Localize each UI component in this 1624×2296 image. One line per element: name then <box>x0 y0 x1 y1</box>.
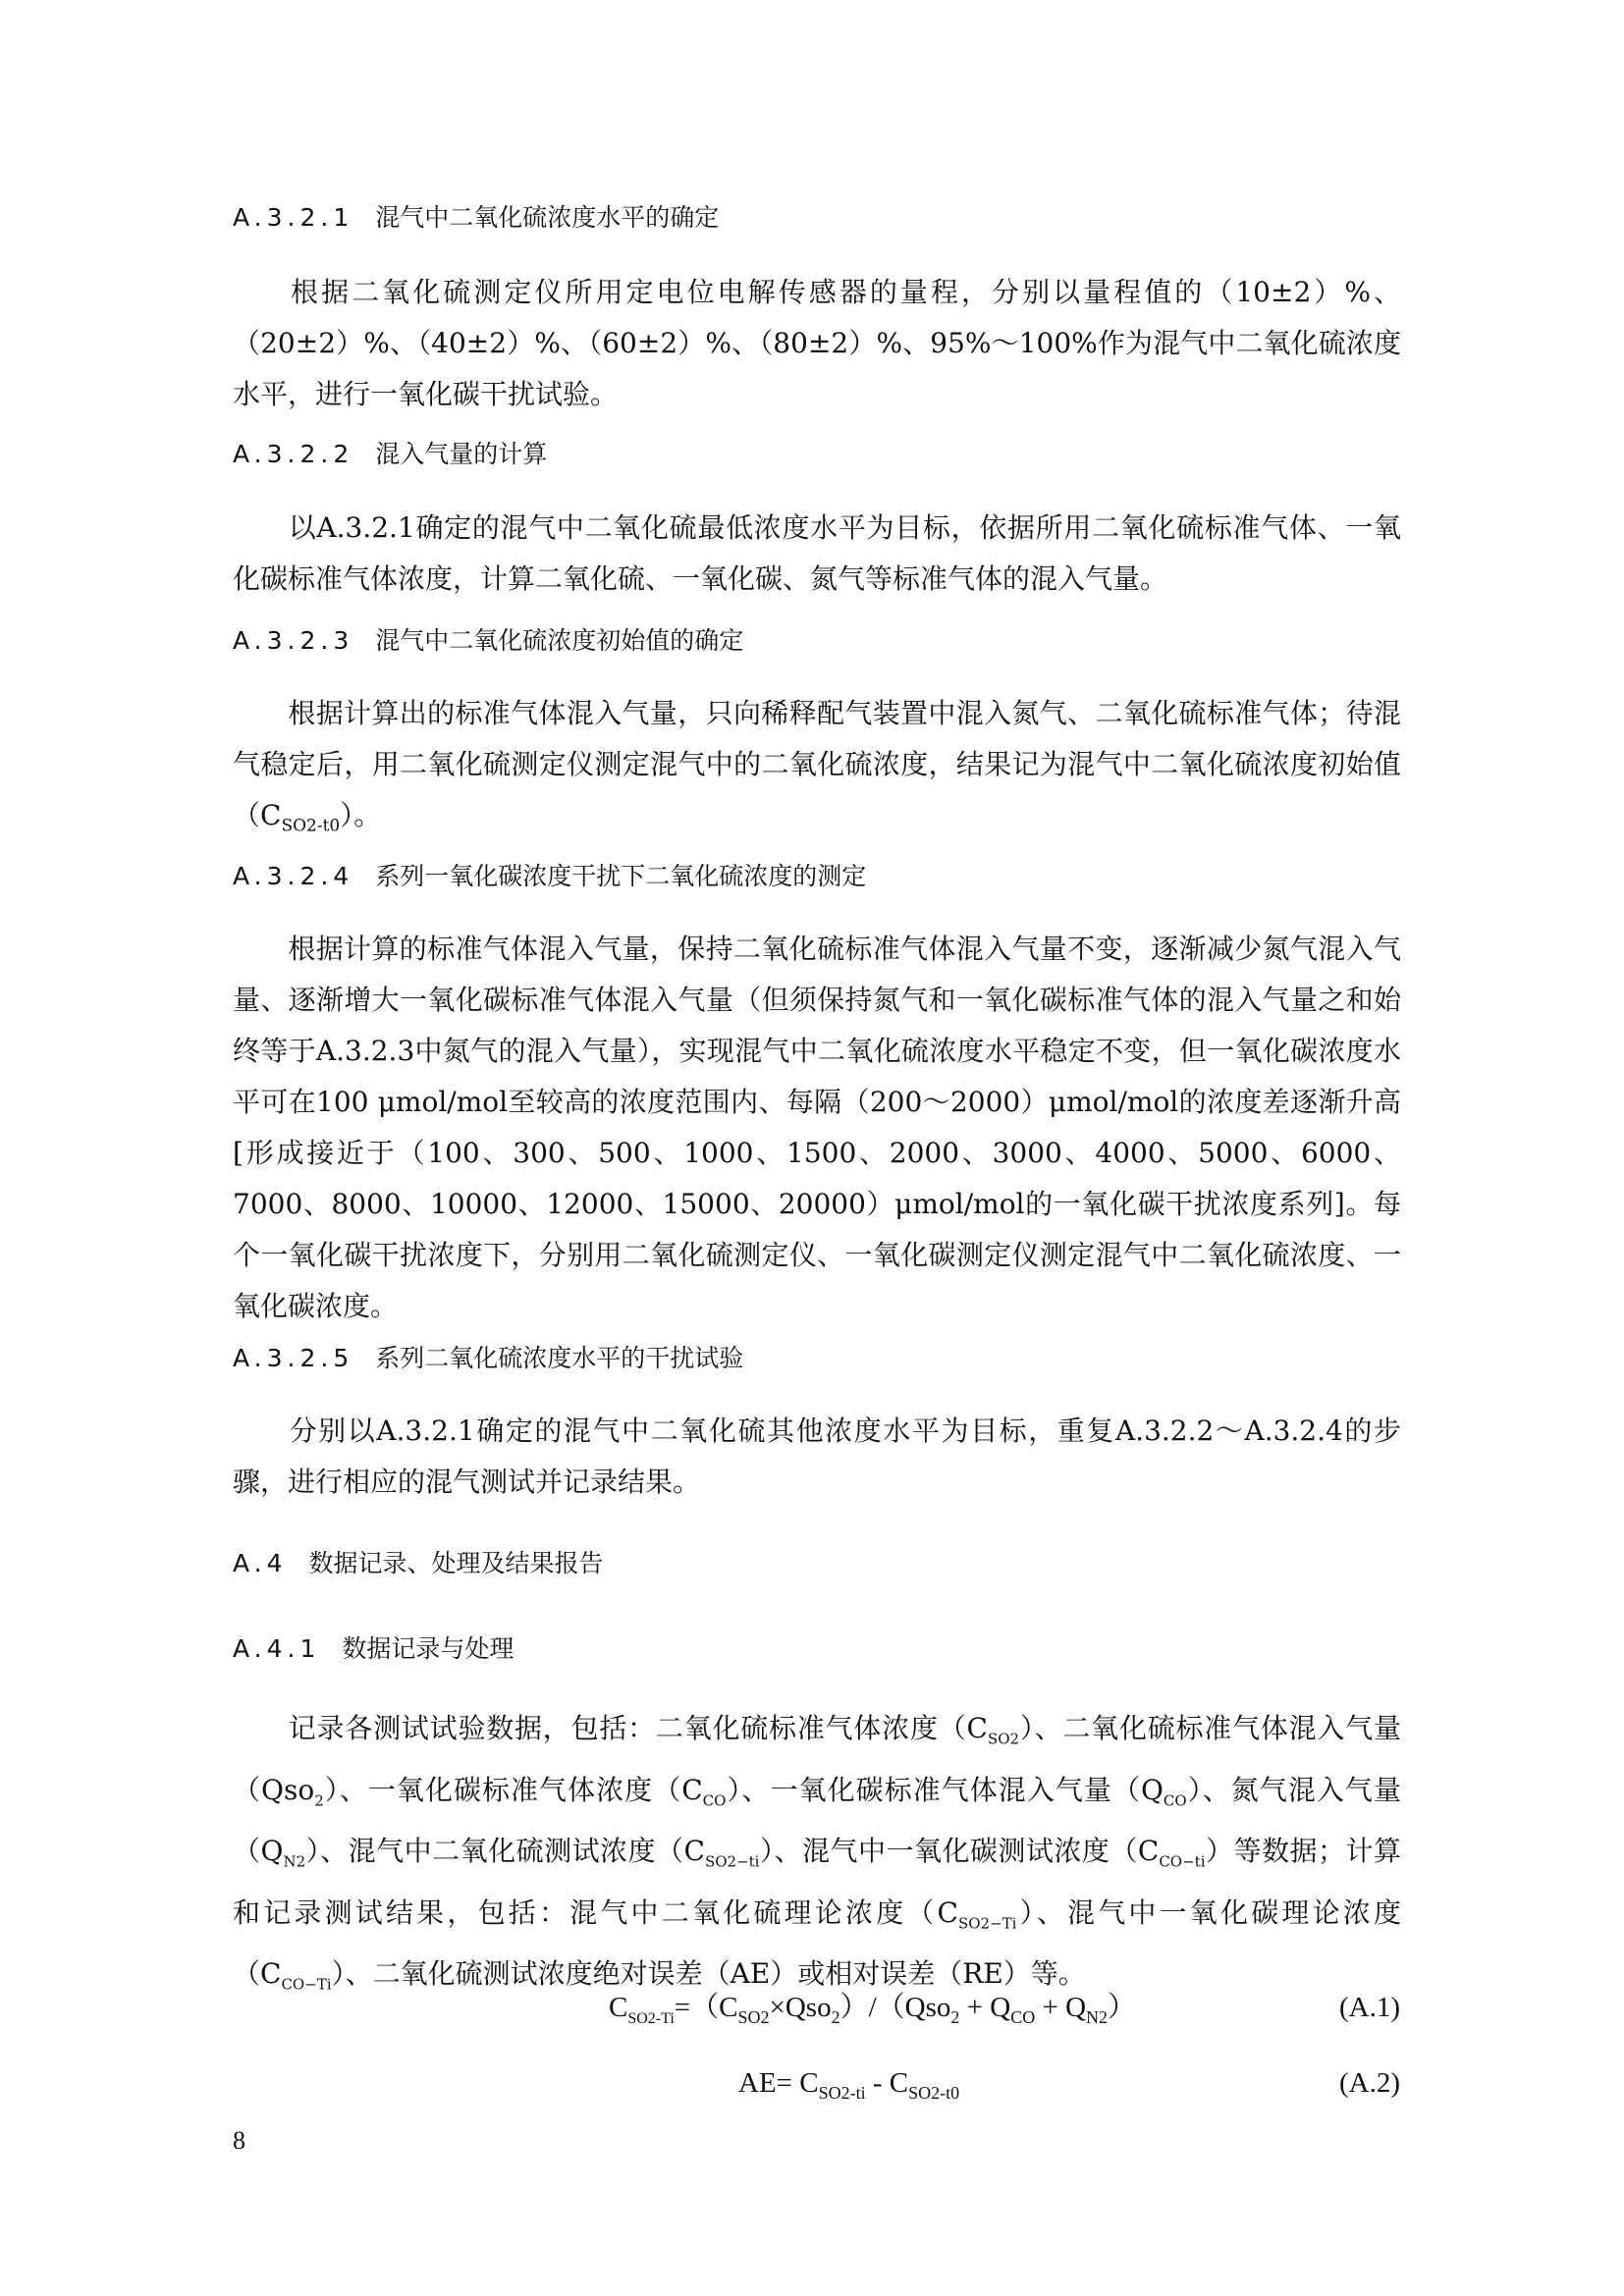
subscript: CO <box>1163 1791 1187 1810</box>
subscript: SO2−Ti <box>957 1914 1017 1933</box>
section-number: A.3.2.3 <box>233 626 354 655</box>
paragraph-a3-2-1 <box>233 267 1401 420</box>
section-heading-a3-2-5 <box>233 1342 743 1375</box>
paragraph-text: 分别以A.3.2.1确定的混气中二氧化硫其他浓度水平为目标，重复A.3.2.2～A.3.2.4的步骤，进行相应的混气测试并记录结果。 <box>233 1415 1401 1498</box>
formula-text: + Q <box>959 1992 1011 2023</box>
subscript: SO2-Ti <box>627 2009 675 2027</box>
section-number: A.3.2.5 <box>233 1344 354 1372</box>
section-heading-a3-2-4 <box>233 860 866 893</box>
subscript: CO−Ti <box>281 1975 332 1994</box>
subscript: SO2-ti <box>818 2082 866 2103</box>
record-text: ）、混气中一氧化碳理论浓度（C <box>233 1896 1401 1991</box>
subscript: CO <box>1010 2006 1036 2027</box>
section-heading-a4 <box>233 1547 604 1580</box>
formula-text: ）/（Qso <box>839 1992 951 2023</box>
record-text: ）、二氧化硫标准气体混入气量（Qso <box>233 1712 1401 1806</box>
subscript: N2 <box>1086 2006 1109 2027</box>
section-title: 数据记录与处理 <box>342 1634 514 1663</box>
paragraph-data-record <box>233 1703 1401 2010</box>
paragraph-text: 根据计算的标准气体混入气量，保持二氧化硫标准气体混入气量不变，逐渐减少氮气混入气量、逐渐增大一氧化碳标准气体混入气量（但须保持氮气和一氧化碳标准气体的混入气量之和始终等于A.3.2.3中氮气的混入气量），实现混气中二氧化硫浓度水平稳定不变，但一氧化碳浓度水平可在100 μmol/mol至较高的浓度范围内、每隔（200～2000）μmol/mol的浓度差逐渐升高[形成接近于（100、300、500、1000、1500、2000、3000、4000、5000、6000、7000、8000、10000、12000、15000、20000）μmol/mol的一氧化碳干扰浓度系列]。每个一氧化碳干扰浓度下，分别用二氧化硫测定仪、一氧化碳测定仪测定混气中二氧化硫浓度、一氧化碳浓度。 <box>233 933 1401 1322</box>
section-heading-a3-2-3 <box>233 624 743 658</box>
formula-text: =（C <box>674 1992 738 2023</box>
subscript: SO2-t0 <box>281 816 341 836</box>
paragraph-text: 根据二氧化硫测定仪所用定电位电解传感器的量程，分别以量程值的（10±2）%、（20±2）%、（40±2）%、（60±2）%、（80±2）%、95%～100%作为混气中二氧化硫浓度水平，进行一氧化碳干扰试验。 <box>233 276 1401 410</box>
section-title: 数据记录、处理及结果报告 <box>308 1549 604 1577</box>
paragraph-text: 根据计算出的标准气体混入气量，只向稀释配气装置中混入氮气、二氧化硫标准气体；待混气稳定后，用二氧化硫测定仪测定混气中的二氧化硫浓度，结果记为混气中二氧化硫浓度初始值（C <box>233 697 1401 831</box>
section-title: 系列二氧化硫浓度水平的干扰试验 <box>375 1344 744 1372</box>
paragraph-text: 以A.3.2.1确定的混气中二氧化硫最低浓度水平为目标，依据所用二氧化硫标准气体、一氧化碳标准气体浓度，计算二氧化硫、一氧化碳、氮气等标准气体的混入气量。 <box>233 511 1401 595</box>
section-number: A.4.1 <box>233 1634 321 1663</box>
subscript: SO2 <box>737 2006 770 2027</box>
formula-a2 <box>738 2063 959 2112</box>
subscript: 2 <box>314 1791 324 1810</box>
record-text: ）、二氧化硫测试浓度绝对误差（AE）或相对误差（RE）等。 <box>331 1957 1086 1991</box>
record-text: ）、一氧化碳标准气体混入气量（Q <box>726 1773 1164 1806</box>
subscript: SO2−ti <box>704 1852 760 1871</box>
equation-number-a1: (A.1) <box>1338 1992 1400 2023</box>
paragraph-a3-2-5 <box>233 1406 1401 1508</box>
subscript: N2 <box>283 1852 306 1871</box>
subscript: 2 <box>831 2006 840 2027</box>
record-text: ）、氮气混入气量（Q <box>233 1773 1401 1868</box>
section-number: A.4 <box>233 1549 288 1577</box>
paragraph-a3-2-2 <box>233 503 1401 605</box>
formula-text: AE= C <box>738 2067 819 2099</box>
paragraph-tail: ）。 <box>340 799 382 831</box>
subscript: CO−ti <box>1159 1852 1206 1871</box>
section-heading-a3-2-2 <box>233 438 547 471</box>
formula-text: C <box>609 1992 628 2023</box>
paragraph-a3-2-4 <box>233 924 1401 1332</box>
section-number: A.3.2.2 <box>233 440 354 468</box>
subscript: 2 <box>950 2006 960 2027</box>
section-title: 混入气量的计算 <box>375 440 548 468</box>
record-text: ）、混气中二氧化硫测试浓度（C <box>305 1835 705 1868</box>
formula-a1 <box>609 1988 1136 2039</box>
section-title: 系列一氧化碳浓度干扰下二氧化硫浓度的测定 <box>375 862 867 890</box>
paragraph-a3-2-3 <box>233 688 1401 852</box>
record-text: 记录各测试试验数据，包括：二氧化硫标准气体浓度（C <box>288 1712 988 1744</box>
record-text: ）、混气中一氧化碳测试浓度（C <box>759 1835 1160 1868</box>
section-number: A.3.2.1 <box>233 203 354 232</box>
formula-text: ×Qso <box>769 1992 832 2023</box>
record-text: ）等数据；计算和记录测试结果，包括：混气中二氧化硫理论浓度（C <box>233 1835 1401 1929</box>
section-title: 混气中二氧化硫浓度初始值的确定 <box>375 626 744 655</box>
section-title: 混气中二氧化硫浓度水平的确定 <box>375 203 720 232</box>
formula-text: + Q <box>1035 1992 1087 2023</box>
subscript: SO2-t0 <box>908 2082 960 2103</box>
section-heading-a4-1 <box>233 1632 514 1666</box>
record-text: ）、一氧化碳标准气体浓度（C <box>323 1773 703 1806</box>
equation-number-a2: (A.2) <box>1338 2067 1400 2099</box>
subscript: CO <box>702 1791 727 1810</box>
formula-text: - C <box>865 2067 909 2099</box>
formula-text: ） <box>1108 1992 1137 2023</box>
section-heading-a3-2-1 <box>233 201 719 235</box>
subscript: SO2 <box>987 1730 1020 1748</box>
section-number: A.3.2.4 <box>233 862 354 890</box>
page-number: 8 <box>233 2126 245 2155</box>
